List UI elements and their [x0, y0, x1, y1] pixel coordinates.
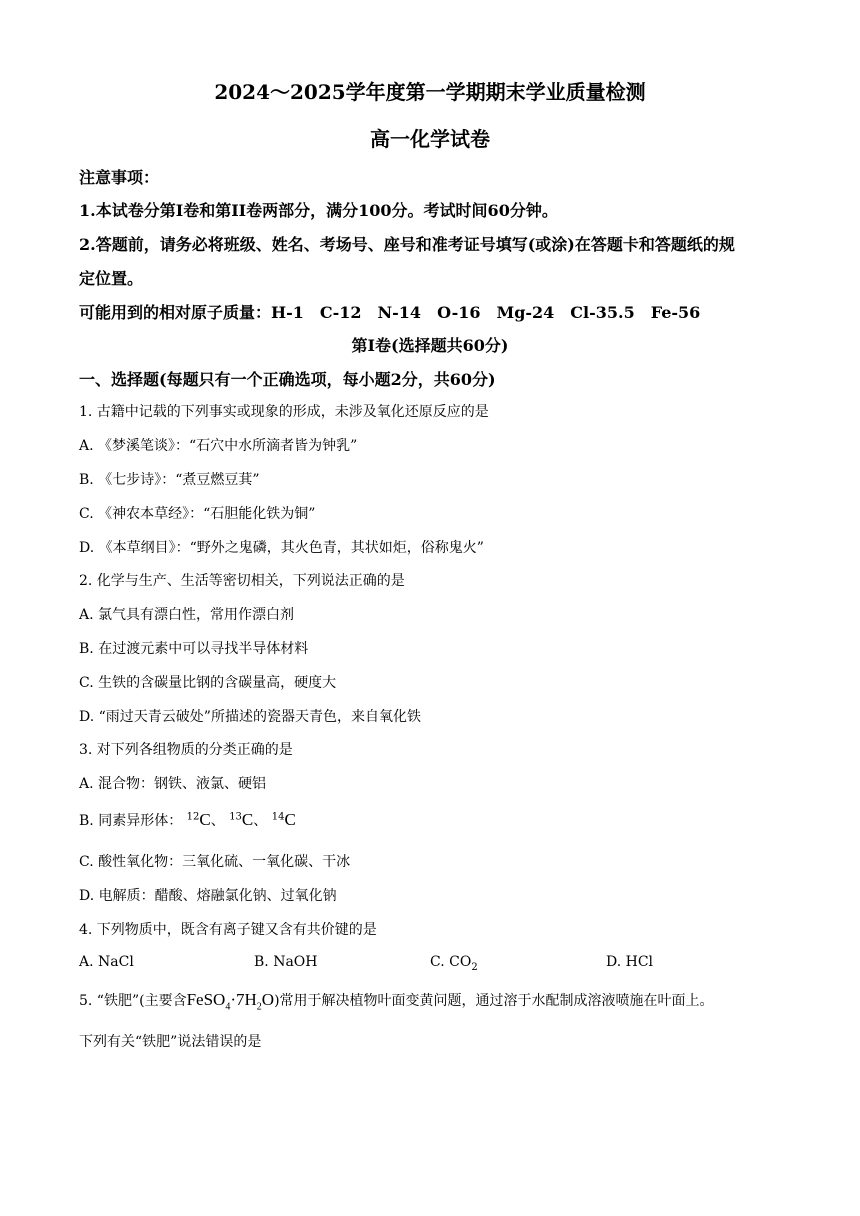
q3-option-b: B. 同素异形体： $^{12}$C、 $^{13}$C、 $^{14}$C [79, 810, 296, 829]
q3-option-b-label: B. 同素异形体： [79, 813, 183, 829]
exam-subtitle: 高一化学试卷 [370, 127, 490, 151]
q4-option-b: B. NaOH [254, 954, 318, 970]
isotope-c13: $^{13}$C [229, 810, 254, 829]
q1-option-c: C. 《神农本草经》：“石胆能化铁为铜” [79, 506, 316, 522]
q1-option-d: D. 《本草纲目》：“野外之鬼磷，其火色青，其状如炬，俗称鬼火” [79, 540, 484, 556]
q2-option-d: D. “雨过天青云破处”所描述的瓷器天青色，来自氧化铁 [79, 709, 421, 725]
q4-stem: 4. 下列物质中，既含有离子键又含有共价键的是 [79, 922, 377, 938]
q4-option-d: D. HCl [606, 954, 654, 970]
notice-item-2-line-2: 定位置。 [79, 269, 144, 288]
q1-option-a: A. 《梦溪笔谈》：“石穴中水所滴者皆为钟乳” [79, 438, 358, 454]
q5-stem-line-1: 5. “铁肥”(主要含$FeSO_4\cdot 7H_2O$)常用于解决植物叶面变黄问题，通过溶于水配制成溶液喷施在叶面上。 [79, 990, 714, 1013]
q4-option-c: C. $CO_2$ [430, 954, 478, 973]
ferrous-sulfate-formula: $FeSO_4\cdot 7H_2O$ [186, 990, 275, 1013]
isotope-c14: $^{14}$C [271, 810, 296, 829]
q3-option-d: D. 电解质：醋酸、熔融氯化钠、过氧化钠 [79, 888, 337, 904]
q1-stem: 1. 古籍中记载的下列事实或现象的形成，未涉及氧化还原反应的是 [79, 404, 489, 420]
exam-title: 2024～2025学年度第一学期期末学业质量检测 [214, 80, 646, 104]
q1-option-b: B. 《七步诗》：“煮豆燃豆萁” [79, 472, 260, 488]
q2-option-a: A. 氯气具有漂白性，常用作漂白剂 [79, 607, 295, 623]
q4-option-a: A. NaCl [79, 954, 134, 970]
q3-option-c: C. 酸性氧化物：三氧化硫、一氧化碳、干冰 [79, 854, 351, 870]
q3-stem: 3. 对下列各组物质的分类正确的是 [79, 742, 293, 758]
notice-heading: 注意事项： [79, 168, 160, 187]
atomic-mass-line: 可能用到的相对原子质量：H-1 C-12 N-14 O-16 Mg-24 Cl-35.5 Fe-56 [79, 303, 701, 322]
notice-item-2-line-1: 2.答题前，请务必将班级、姓名、考场号、座号和准考证号填写(或涂)在答题卡和答题纸的规 [79, 235, 735, 254]
q2-option-b: B. 在过渡元素中可以寻找半导体材料 [79, 641, 309, 657]
q3-option-a: A. 混合物：钢铁、液氯、硬铝 [79, 776, 267, 792]
section-heading: 一、选择题(每题只有一个正确选项，每小题2分，共60分) [79, 370, 496, 389]
isotope-c12: $^{12}$C [186, 810, 211, 829]
q5-stem-line-2: 下列有关“铁肥”说法错误的是 [79, 1034, 262, 1050]
notice-item-1: 1.本试卷分第I卷和第II卷两部分，满分100分。考试时间60分钟。 [79, 201, 558, 220]
part1-title: 第I卷(选择题共60分) [351, 336, 509, 355]
q2-stem: 2. 化学与生产、生活等密切相关，下列说法正确的是 [79, 573, 405, 589]
q2-option-c: C. 生铁的含碳量比钢的含碳量高，硬度大 [79, 675, 337, 691]
